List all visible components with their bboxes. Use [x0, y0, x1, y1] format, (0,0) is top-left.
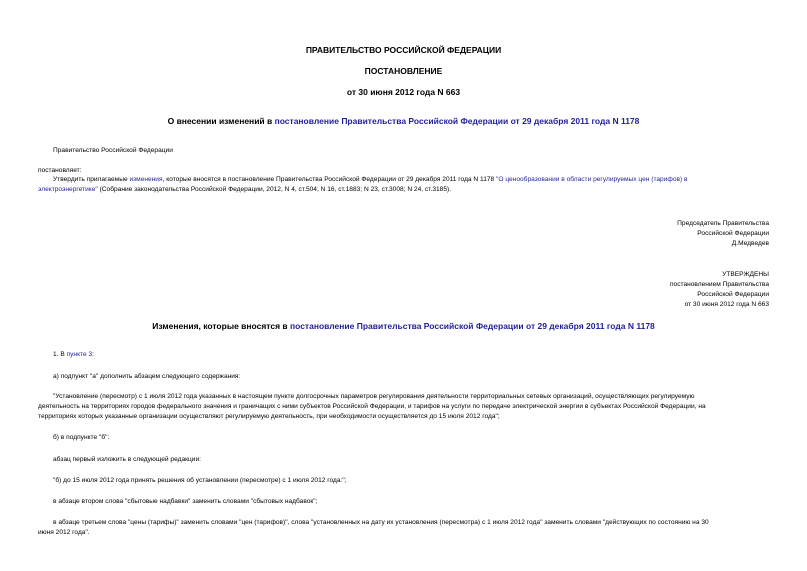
preamble-paragraph-line1	[53, 175, 769, 185]
preamble-text-b: , которые вносятся в постановление Правительства Российской Федерации от 29 декабря 2011 года N 1178	[162, 176, 497, 183]
changes-title	[0, 321, 807, 331]
title-link[interactable]: постановление Правительства Российской Федерации от 29 декабря 2011 года N 1178	[274, 116, 640, 126]
item-a: а) подпункт "а" дополнить абзацем следующего содержания:	[53, 373, 241, 380]
approved-line4: от 30 июня 2012 года N 663	[684, 301, 769, 308]
document-title	[0, 116, 807, 126]
item-1	[53, 350, 94, 360]
preamble-line1: Правительство Российской Федерации	[53, 147, 173, 154]
government-heading: ПРАВИТЕЛЬСТВО РОССИЙСКОЙ ФЕДЕРАЦИИ	[305, 45, 502, 55]
changes-title-link[interactable]: постановление Правительства Российской Федерации от 29 декабря 2011 года N 1178	[289, 321, 655, 331]
item-b-1: абзац первый изложить в следующей редакции:	[53, 456, 201, 463]
approved-line2: постановлением Правительства	[669, 281, 769, 288]
preamble-text-a: Утвердить прилагаемые	[53, 176, 130, 183]
preamble-paragraph-line2	[38, 185, 451, 195]
approved-heading: УТВЕРЖДЕНЫ	[722, 271, 769, 278]
quote-line2: деятельность на территориях городов федерального значения и граничащих с ними субъектов Российской Федерации, и тарифов на услуги по передаче электрической энергии в субъектах Российской Федерации, на	[38, 403, 706, 410]
signature-name: Д.Медведев	[731, 240, 769, 247]
preamble-text-c: (Собрание законодательства Российской Федерации, 2012, N 4, ст.504; N 16, ст.1883; N 23, ст.3008; N 24, ст.3185).	[97, 186, 452, 193]
item-b-4-line2: июня 2012 года".	[38, 529, 90, 536]
item-1-prefix: 1. В	[53, 351, 67, 358]
item-b-3: в абзаце втором слова "сбытовые надбавки" заменить словами "сбытовых надбавок";	[53, 498, 318, 505]
item-b: б) в подпункте "б":	[53, 434, 110, 441]
item-b-4-line1: в абзаце третьем слова "цены (тарифы)" заменить словами "цен (тарифов)", слова "установленных на дату их установления (пересмотра) с 1 июля 2012 года" заменить словами "действующих по состоянию на 30	[53, 519, 709, 526]
approved-line3: Российской Федерации	[697, 291, 769, 298]
quote-line3: территориях которых указанные организации осуществляют регулируемую деятельность, при необходимости осуществляется до 15 июля 2012 года";	[38, 413, 500, 420]
signature-country: Российской Федерации	[697, 230, 769, 237]
resolution-1178-link-cont[interactable]: электроэнергетике"	[38, 186, 98, 193]
item-1-suffix: :	[92, 351, 94, 358]
signature-title: Председатель Правительства	[677, 220, 769, 227]
document-date: от 30 июня 2012 года N 663	[346, 87, 461, 97]
item-1-link[interactable]: пункте 3	[66, 351, 93, 358]
resolution-1178-link[interactable]: "О ценообразовании в области регулируемых цен (тарифов) в	[496, 176, 688, 183]
document-type: ПОСТАНОВЛЕНИЕ	[364, 66, 443, 76]
changes-title-prefix: Изменения, которые вносятся в	[152, 321, 290, 331]
title-prefix: О внесении изменений в	[167, 116, 275, 126]
quote-line1: "Установление (пересмотр) с 1 июля 2012 года указанных в настоящем пункте долгосрочных параметров регулирования деятельности территориальных сетевых организаций, осуществляющих регулируемую	[53, 393, 695, 400]
changes-link[interactable]: изменения	[129, 176, 163, 183]
preamble-line2: постановляет:	[38, 167, 82, 174]
item-b-2: "б) до 15 июля 2012 года принять решения об установлении (пересмотре) с 1 июля 2012 года:";	[53, 477, 347, 484]
